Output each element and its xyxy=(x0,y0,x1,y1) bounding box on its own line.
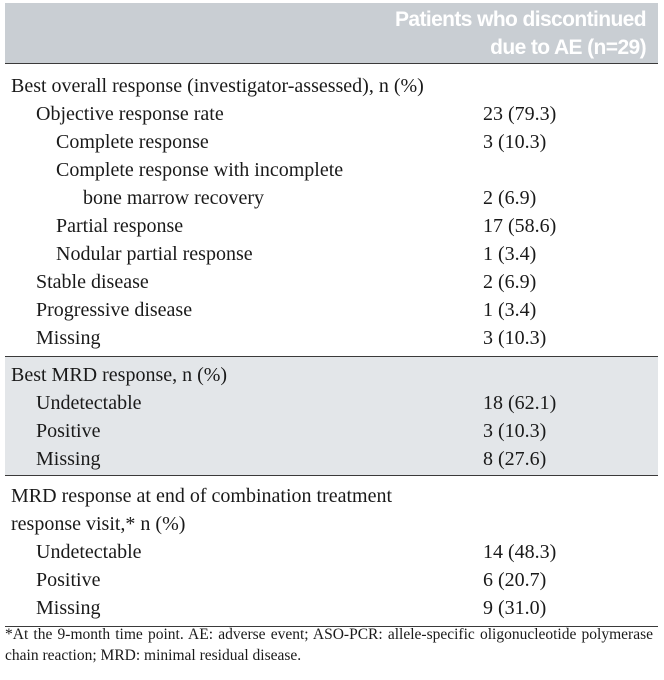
column-header-line-1: Patients who discontinued xyxy=(394,8,646,31)
row-label: Stable disease xyxy=(36,271,149,293)
table-section xyxy=(5,64,658,356)
table-row xyxy=(5,240,658,268)
table-row xyxy=(5,594,658,622)
table-row xyxy=(5,445,658,473)
row-label: Positive xyxy=(36,420,101,442)
table-row xyxy=(5,212,658,240)
table-row xyxy=(5,417,658,445)
row-label: Nodular partial response xyxy=(56,243,253,265)
row-value: 23 (79.3) xyxy=(483,103,557,125)
table-row xyxy=(5,538,658,566)
row-label: Missing xyxy=(36,597,101,619)
row-value: 18 (62.1) xyxy=(483,392,557,414)
row-value: 17 (58.6) xyxy=(483,215,557,237)
row-label: Best MRD response, n (%) xyxy=(11,364,228,386)
row-label: Complete response with incomplete xyxy=(56,159,344,181)
row-value: 1 (3.4) xyxy=(483,299,537,321)
table-row xyxy=(5,361,658,389)
row-label: MRD response at end of combination treatment xyxy=(11,485,393,507)
table-row xyxy=(5,566,658,594)
table-section xyxy=(5,475,658,626)
row-label: Missing xyxy=(36,448,101,470)
row-label: Objective response rate xyxy=(36,103,224,125)
table-row xyxy=(5,128,658,156)
row-value: 3 (10.3) xyxy=(483,420,547,442)
row-label: Undetectable xyxy=(36,392,142,414)
row-label: Best overall response (investigator-assessed), n (%) xyxy=(11,75,424,97)
table-section xyxy=(5,356,658,475)
table-row xyxy=(5,72,658,100)
row-label: Undetectable xyxy=(36,541,142,563)
row-value: 3 (10.3) xyxy=(483,327,547,349)
row-label: Complete response xyxy=(56,131,209,153)
table-row xyxy=(5,296,658,324)
table-row xyxy=(5,268,658,296)
table-row xyxy=(5,389,658,417)
table-footnote: *At the 9-month time point. AE: adverse event; ASO-PCR: allele-specific oligonucleotide polymerase chain reaction; MRD: minimal residual disease. xyxy=(5,626,653,664)
row-label: response visit,* n (%) xyxy=(11,513,186,535)
table-row xyxy=(5,324,658,352)
row-value: 2 (6.9) xyxy=(483,187,537,209)
row-label: Progressive disease xyxy=(36,299,193,321)
row-value: 3 (10.3) xyxy=(483,131,547,153)
row-label: Partial response xyxy=(56,215,184,237)
table-body xyxy=(5,64,658,626)
table-row xyxy=(5,156,658,184)
table-row xyxy=(5,100,658,128)
row-value: 1 (3.4) xyxy=(483,243,537,265)
table-header xyxy=(5,3,658,64)
row-label: bone marrow recovery xyxy=(83,187,265,209)
row-value: 2 (6.9) xyxy=(483,271,537,293)
row-label: Positive xyxy=(36,569,101,591)
row-value: 14 (48.3) xyxy=(483,541,557,563)
row-value: 6 (20.7) xyxy=(483,569,547,591)
table-row xyxy=(5,510,658,538)
results-table xyxy=(5,3,658,627)
row-value: 9 (31.0) xyxy=(483,597,547,619)
table-row xyxy=(5,482,658,510)
row-label: Missing xyxy=(36,327,101,349)
column-header-line-2: due to AE (n=29) xyxy=(490,36,646,59)
row-value: 8 (27.6) xyxy=(483,448,547,470)
table-row xyxy=(5,184,658,212)
